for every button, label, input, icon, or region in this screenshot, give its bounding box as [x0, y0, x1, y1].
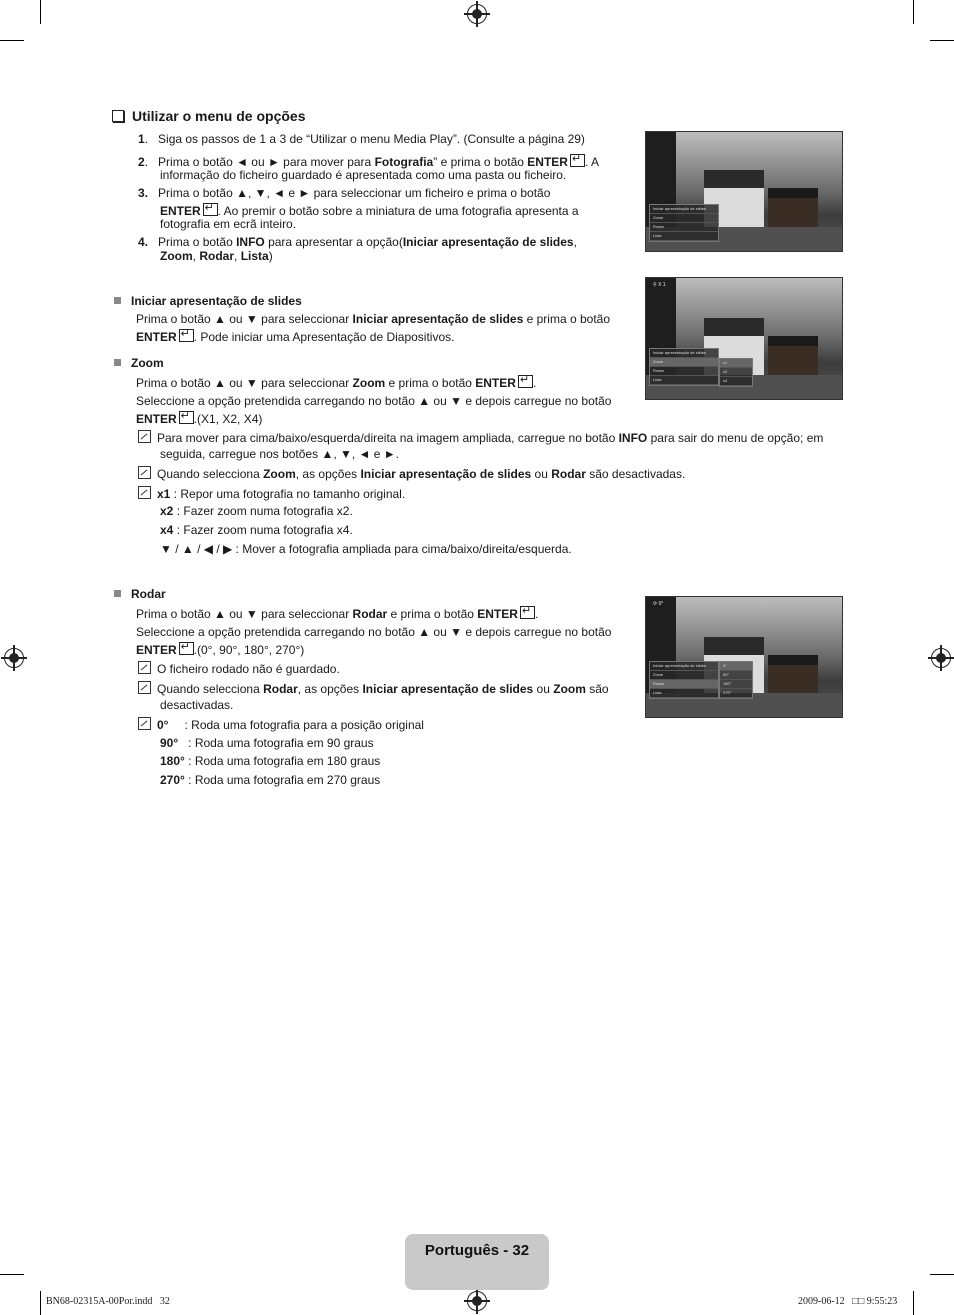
note-icon: [138, 681, 151, 694]
zoom-level-tag: ⚲ X 1: [649, 281, 670, 290]
rotate-heading: Rodar: [114, 587, 166, 602]
registration-mark-icon: [4, 648, 24, 668]
bullet-icon: [114, 297, 121, 304]
photo-rotate-screenshot: [645, 596, 843, 718]
crop-mark: [40, 0, 41, 24]
rotate-270: 270° : Roda uma fotografia em 270 graus: [160, 773, 381, 787]
enter-icon: [179, 411, 194, 424]
rotate-line-2: Seleccione a opção pretendida carregando no botão ▲ ou ▼ e depois carregue no botão: [136, 625, 612, 639]
step-3: 3. Prima o botão ▲, ▼, ◄ e ► para seleccionar um ficheiro e prima o botão: [138, 186, 551, 200]
photo-options-screenshot: [645, 131, 843, 252]
enter-icon: [570, 154, 585, 167]
page-number: Português - 32: [424, 1242, 530, 1259]
step-3-line-3: fotografia em ecrã inteiro.: [160, 217, 297, 231]
zoom-note-3: x1 : Repor uma fotografia no tamanho original.: [138, 486, 405, 502]
rotate-line-3: ENTER↵ .(0°, 90°, 180°, 270°): [136, 642, 304, 658]
slideshow-line-2: ENTER↵ . Pode iniciar uma Apresentação de Diapositivos.: [136, 329, 454, 345]
rotate-options-list: 0° 90° 180° 270°: [719, 661, 753, 699]
slideshow-line-1: Prima o botão ▲ ou ▼ para seleccionar Iniciar apresentação de slides e prima o botão: [136, 312, 610, 326]
crop-mark: [40, 1291, 41, 1315]
rotate-note-2: Quando selecciona Rodar, as opções Iniciar apresentação de slides ou Zoom são: [138, 681, 609, 697]
zoom-line-2: Seleccione a opção pretendida carregando no botão ▲ ou ▼ e depois carregue no botão: [136, 394, 612, 408]
note-icon: [138, 430, 151, 443]
crop-mark: [930, 40, 954, 41]
enter-icon: [520, 606, 535, 619]
options-menu: Iniciar apresentação de slides Zoom Rodar Lista: [649, 661, 719, 699]
photo-zoom-screenshot: [645, 277, 843, 400]
note-icon: [138, 466, 151, 479]
zoom-x2: x2 : Fazer zoom numa fotografia x2.: [160, 504, 353, 518]
zoom-x4: x4 : Fazer zoom numa fotografia x4.: [160, 523, 353, 537]
rotate-note-2-line-2: desactivadas.: [160, 698, 234, 712]
crop-mark: [913, 1291, 914, 1315]
zoom-note-1: Para mover para cima/baixo/esquerda/direita na imagem ampliada, carregue no botão INFO para sair do menu de opção; em: [138, 430, 823, 446]
note-icon: [138, 717, 151, 730]
rotate-90: 90° : Roda uma fotografia em 90 graus: [160, 736, 374, 750]
zoom-note-1-line-2: seguida, carregue nos botões ▲, ▼, ◄ e ►.: [160, 447, 399, 461]
zoom-line-3: ENTER↵ .(X1, X2, X4): [136, 411, 262, 427]
rotate-180: 180° : Roda uma fotografia em 180 graus: [160, 754, 381, 768]
crop-mark: [0, 40, 24, 41]
rotate-note-3: 0° : Roda uma fotografia para a posição original: [138, 717, 424, 733]
crop-mark: [930, 1274, 954, 1275]
footer-file-info: BN68-02315A-00Por.indd 32: [46, 1296, 170, 1307]
section-heading: Utilizar o menu de opções: [112, 108, 305, 124]
rotate-line-1: Prima o botão ▲ ou ▼ para seleccionar Rodar e prima o botão ENTER↵ .: [136, 606, 538, 622]
rotate-note-1: O ficheiro rodado não é guardado.: [138, 661, 340, 677]
bullet-icon: [114, 590, 121, 597]
enter-icon: [179, 329, 194, 342]
enter-icon: [518, 375, 533, 388]
note-icon: [138, 661, 151, 674]
step-3-line-2: ENTER↵ . Ao premir o botão sobre a miniatura de uma fotografia apresenta a: [160, 203, 579, 219]
crop-mark: [0, 1274, 24, 1275]
zoom-note-2: Quando selecciona Zoom, as opções Iniciar apresentação de slides ou Rodar são desactivadas.: [138, 466, 685, 482]
rotate-icon: ⟳: [653, 601, 659, 607]
magnifier-icon: ⚲: [653, 282, 659, 288]
registration-mark-icon: [467, 1291, 487, 1311]
step-4: 4. Prima o botão INFO para apresentar a opção(Iniciar apresentação de slides,: [138, 235, 577, 249]
options-menu: Iniciar apresentação de slides Zoom Rodar Lista: [649, 348, 719, 386]
registration-mark-icon: [931, 648, 951, 668]
enter-icon: [179, 642, 194, 655]
enter-icon: [203, 203, 218, 216]
checkbox-icon: [112, 110, 124, 122]
step-2: 2. Prima o botão ◄ ou ► para mover para Fotografia” e prima o botão ENTER↵ . A: [138, 154, 599, 170]
crop-mark: [913, 0, 914, 24]
slideshow-heading: Iniciar apresentação de slides: [114, 294, 302, 309]
footer-date-info: 2009-06-12 □□ 9:55:23: [798, 1296, 898, 1307]
bullet-icon: [114, 359, 121, 366]
step-1: 1. Siga os passos de 1 a 3 de “Utilizar o menu Media Play”. (Consulte a página 29): [138, 132, 585, 146]
rotation-angle-tag: ⟳ 0°: [649, 600, 667, 609]
options-menu: Iniciar apresentação de slides Zoom Rodar Lista: [649, 204, 719, 242]
step-4-line-2: Zoom, Rodar, Lista): [160, 249, 273, 263]
zoom-line-1: Prima o botão ▲ ou ▼ para seleccionar Zoom e prima o botão ENTER↵ .: [136, 375, 536, 391]
zoom-arrows: ▼ / ▲ / ◀ / ▶ : Mover a fotografia ampliada para cima/baixo/direita/esquerda.: [160, 542, 572, 556]
zoom-heading: Zoom: [114, 356, 164, 371]
note-icon: [138, 486, 151, 499]
step-2-line-2: informação do ficheiro guardado é apresentada como uma pasta ou ficheiro.: [160, 168, 567, 182]
zoom-options-list: x1 x2 x4: [719, 358, 753, 387]
registration-mark-icon: [467, 4, 487, 24]
